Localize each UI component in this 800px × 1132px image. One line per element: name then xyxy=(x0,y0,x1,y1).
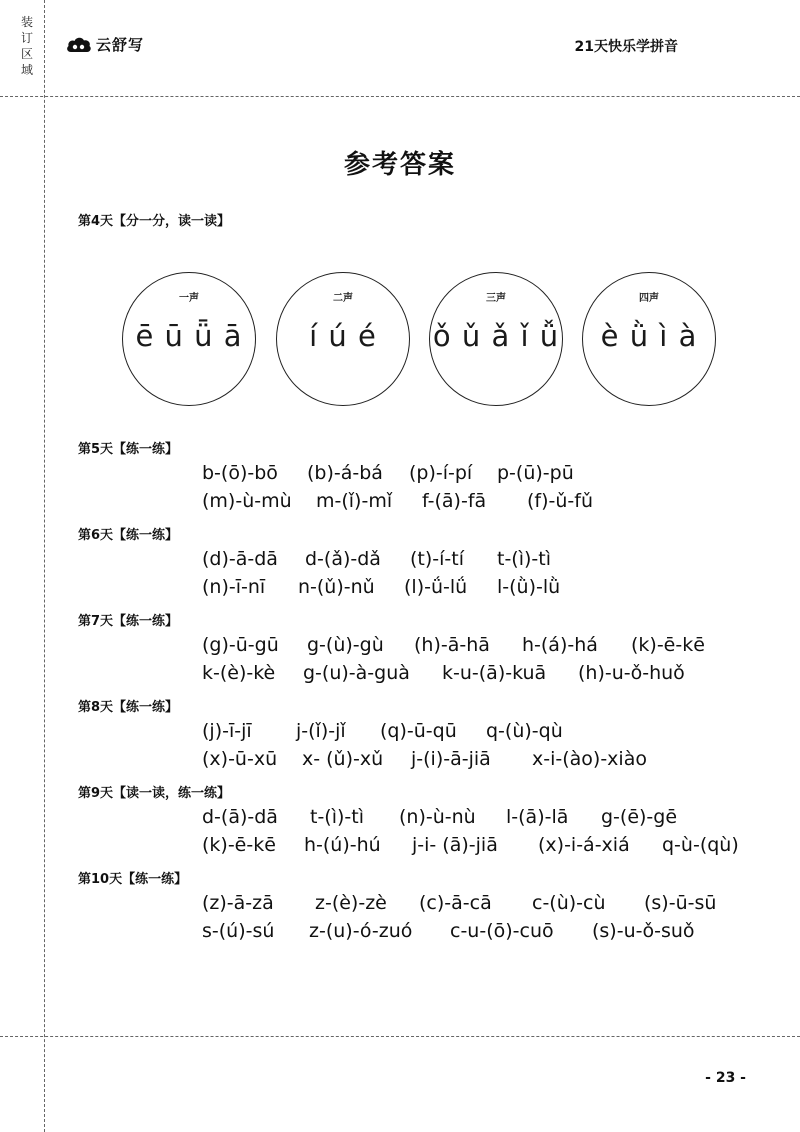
pinyin-item: k-u-(ā)-kuā xyxy=(442,662,547,684)
pinyin-item: k-(è)-kè xyxy=(202,662,276,684)
pinyin-item: c-(ù)-cù xyxy=(532,892,606,914)
day5-label: 第5天【练一练】 xyxy=(78,442,179,457)
tone-circle-2 xyxy=(276,272,410,406)
day6-label: 第6天【练一练】 xyxy=(78,528,179,543)
day9-label: 第9天【读一读，练一练】 xyxy=(78,786,231,801)
pinyin-item: d-(ǎ)-dǎ xyxy=(305,548,381,570)
pinyin-item: (h)-ā-hā xyxy=(414,634,490,656)
tone-circle-letters: ǒ ǔ ǎ ǐ ǚ xyxy=(432,319,560,353)
tone-circle-letters: ē ū ǖ ā xyxy=(135,319,243,353)
pinyin-item: (n)-ù-nù xyxy=(399,806,476,828)
pinyin-item: n-(ǔ)-nǔ xyxy=(298,576,375,598)
pinyin-item: g-(ē)-gē xyxy=(601,806,678,828)
pinyin-item: b-(ō)-bō xyxy=(202,462,278,484)
pinyin-item: (d)-ā-dā xyxy=(202,548,278,570)
pinyin-item: s-(ú)-sú xyxy=(202,920,275,942)
pinyin-item: (f)-ǔ-fǔ xyxy=(527,490,593,512)
book-title: 21天快乐学拼音 xyxy=(574,39,678,55)
pinyin-item: (s)-ū-sū xyxy=(644,892,717,914)
tone-circle-letters: í ú é xyxy=(309,319,377,353)
pinyin-item: (h)-u-ǒ-huǒ xyxy=(578,662,685,684)
pinyin-item: z-(è)-zè xyxy=(315,892,387,914)
pinyin-item: j-(ǐ)-jǐ xyxy=(296,720,346,742)
tone-circle-title: 四声 xyxy=(639,293,659,304)
day10-label: 第10天【练一练】 xyxy=(78,872,188,887)
pinyin-item: (p)-í-pí xyxy=(409,462,473,484)
pinyin-item: x-i-(ào)-xiào xyxy=(532,748,647,770)
brand-name: 云舒写 xyxy=(96,36,145,54)
cloud-icon xyxy=(66,36,92,54)
pinyin-item: (g)-ū-gū xyxy=(202,634,279,656)
page-number: - 23 - xyxy=(705,1070,746,1086)
tone-circle-4 xyxy=(582,272,716,406)
pinyin-item: (n)-ī-nī xyxy=(202,576,266,598)
pinyin-item: m-(ǐ)-mǐ xyxy=(316,490,393,512)
pinyin-item: t-(ì)-tì xyxy=(497,548,551,570)
pinyin-item: j-(i)-ā-jiā xyxy=(411,748,491,770)
pinyin-item: t-(ì)-tì xyxy=(310,806,364,828)
tone-circle-title: 一声 xyxy=(179,293,199,304)
tone-circle-letters: è ǜ ì à xyxy=(600,319,698,353)
pinyin-item: j-i- (ā)-jiā xyxy=(412,834,498,856)
brand-logo xyxy=(66,34,144,55)
pinyin-item: (l)-ǘ-lǘ xyxy=(404,576,468,598)
pinyin-item: (x)-ū-xū xyxy=(202,748,278,770)
tone-circle-3 xyxy=(429,272,563,406)
pinyin-item: (m)-ù-mù xyxy=(202,490,292,512)
pinyin-item: (z)-ā-zā xyxy=(202,892,274,914)
page-title: 参考答案 xyxy=(343,150,456,180)
pinyin-item: x- (ǔ)-xǔ xyxy=(302,748,384,770)
pinyin-item: (q)-ū-qū xyxy=(380,720,457,742)
pinyin-item: q-(ù)-qù xyxy=(486,720,563,742)
pinyin-item: h-(ú)-hú xyxy=(304,834,381,856)
binding-area-label: 装订区域 xyxy=(20,15,33,77)
pinyin-item: p-(ū)-pū xyxy=(497,462,574,484)
pinyin-item: h-(á)-há xyxy=(522,634,598,656)
pinyin-item: (c)-ā-cā xyxy=(419,892,492,914)
pinyin-item: d-(ā)-dā xyxy=(202,806,278,828)
pinyin-item: l-(ā)-lā xyxy=(506,806,569,828)
day4-label: 第4天【分一分，读一读】 xyxy=(78,214,231,229)
pinyin-item: q-ù-(qù) xyxy=(662,834,739,856)
pinyin-item: (b)-á-bá xyxy=(307,462,383,484)
tone-circle-title: 三声 xyxy=(486,293,506,304)
pinyin-item: z-(u)-ó-zuó xyxy=(309,920,413,942)
day7-label: 第7天【练一练】 xyxy=(78,614,179,629)
pinyin-item: (t)-í-tí xyxy=(410,548,464,570)
pinyin-item: c-u-(ō)-cuō xyxy=(450,920,554,942)
pinyin-item: l-(ǜ)-lǜ xyxy=(497,576,561,598)
pinyin-item: g-(u)-à-guà xyxy=(303,662,410,684)
pinyin-item: f-(ā)-fā xyxy=(422,490,487,512)
pinyin-item: g-(ù)-gù xyxy=(307,634,384,656)
pinyin-item: (k)-ē-kē xyxy=(631,634,705,656)
pinyin-item: (s)-u-ǒ-suǒ xyxy=(592,920,695,942)
tone-circle-1 xyxy=(122,272,256,406)
day8-label: 第8天【练一练】 xyxy=(78,700,179,715)
pinyin-item: (k)-ē-kē xyxy=(202,834,276,856)
tone-circle-title: 二声 xyxy=(333,293,353,304)
pinyin-item: (j)-ī-jī xyxy=(202,720,252,742)
header-dashed-line xyxy=(0,96,800,97)
footer-dashed-line xyxy=(0,1036,800,1037)
pinyin-item: (x)-i-á-xiá xyxy=(538,834,630,856)
